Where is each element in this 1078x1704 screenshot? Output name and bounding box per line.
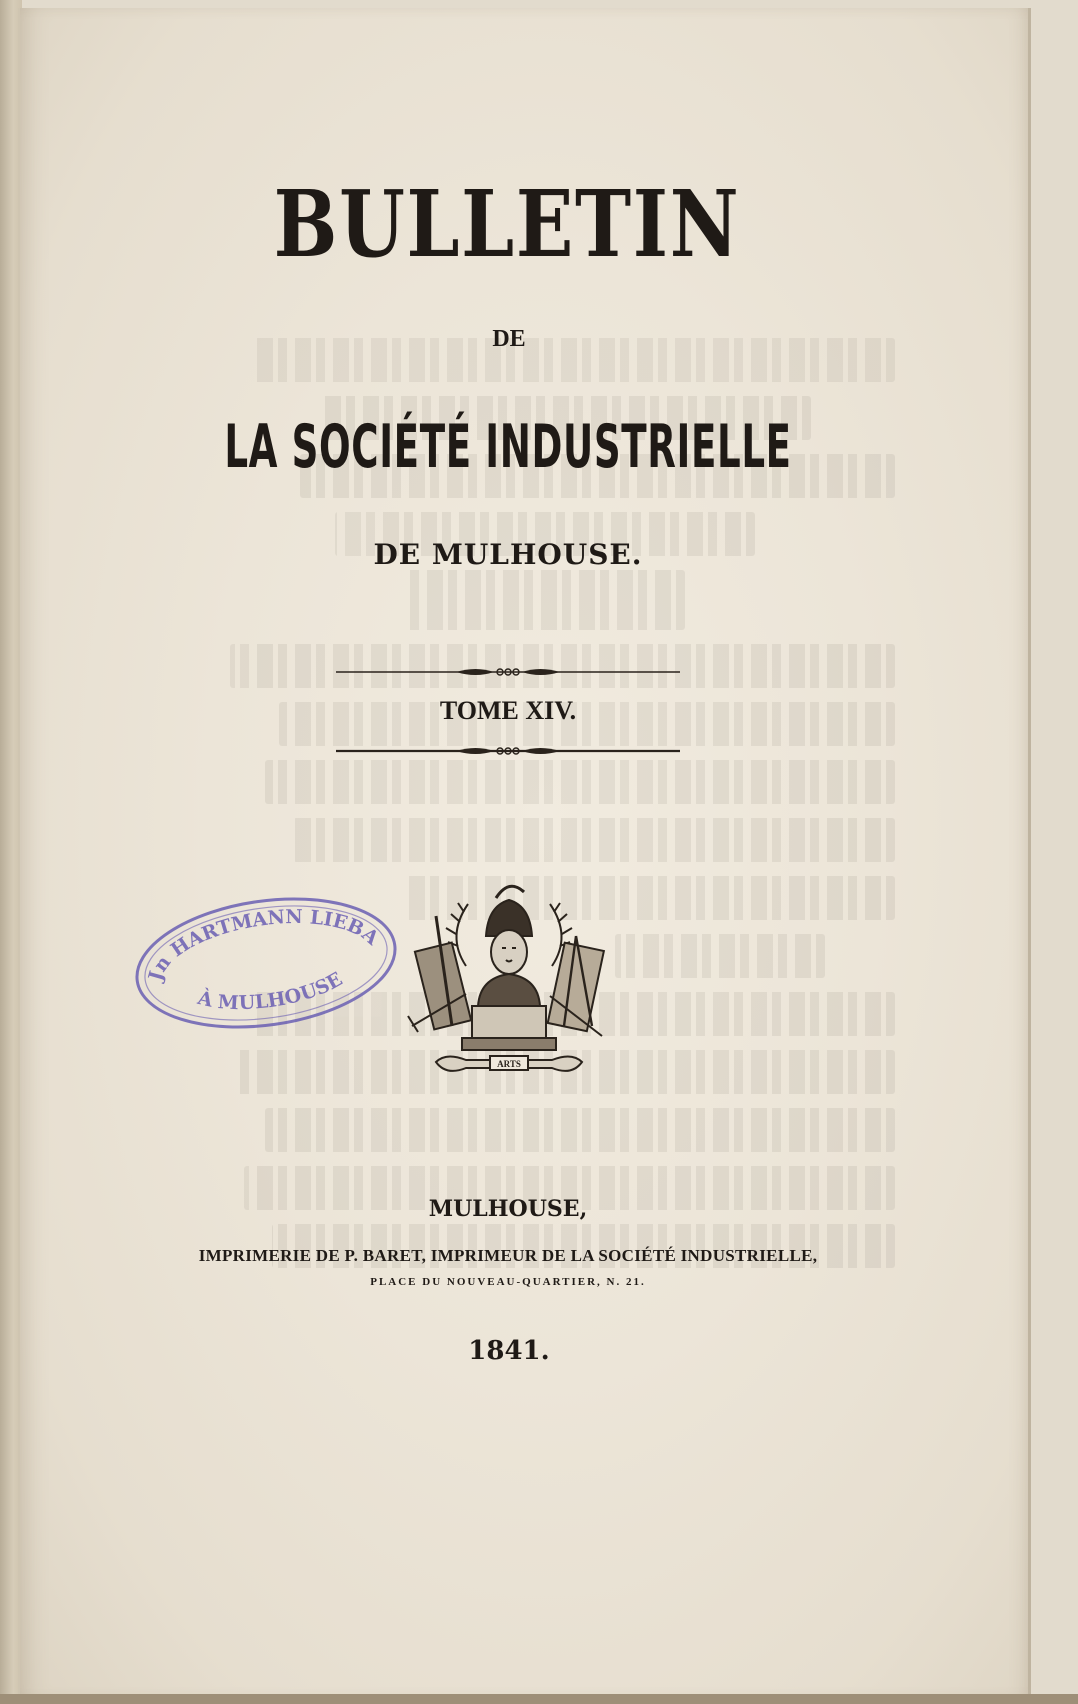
stamp-text-bottom: À MULHOUSE (195, 968, 347, 1015)
printer-address: PLACE DU NOUVEAU-QUARTIER, N. 21. (370, 1276, 646, 1288)
publication-year: 1841. (468, 1336, 550, 1366)
page-title: BULLETIN (273, 170, 741, 278)
publication-place: MULHOUSE, (428, 1196, 588, 1222)
ornamental-rule-icon (336, 665, 680, 679)
stamp-text-top: Jn HARTMANN LIEBA (144, 905, 383, 984)
city-name: DE MULHOUSE. (373, 538, 643, 571)
volume-number: TOME XIV. (439, 696, 577, 725)
emblem-label: ARTS (497, 1059, 521, 1069)
title-connector: DE (492, 326, 526, 352)
minerva-arts-emblem-icon (406, 876, 612, 1086)
society-name: LA SOCIÉTÉ INDUSTRIELLE (224, 412, 792, 482)
page-bottom-edge (0, 1694, 1078, 1704)
printer-line: IMPRIMERIE DE P. BARET, IMPRIMEUR DE LA SOCIÉTÉ INDUSTRIELLE, (198, 1246, 818, 1265)
ornamental-rule-icon (336, 744, 680, 758)
